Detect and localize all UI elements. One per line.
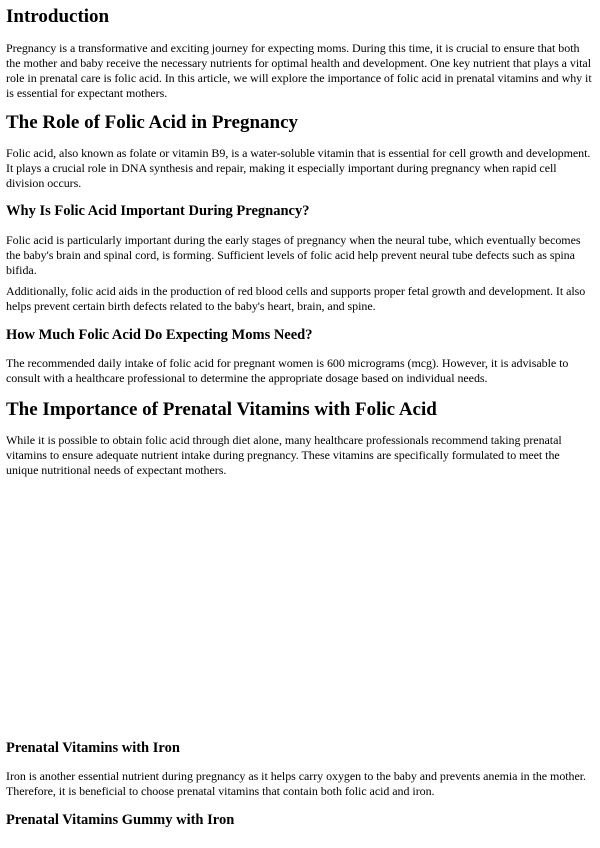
- iron-paragraph: Iron is another essential nutrient during pregnancy as it helps carry oxygen to the baby and prevents anemia in the mother. Therefore, it is beneficial to choose prenatal vitamins that contain both folic acid and iron.: [6, 769, 587, 798]
- how-much-paragraph: The recommended daily intake of folic acid for pregnant women is 600 micrograms (mcg). However, it is advisable to consult with a healthcare professional to determine the appropriate dosage based on individual needs.: [6, 356, 569, 385]
- role-paragraph: Folic acid, also known as folate or vitamin B9, is a water-soluble vitamin that is essential for cell growth and development. It plays a crucial role in DNA synthesis and repair, making it especially important during pregnancy when rapid cell division occurs.: [6, 146, 591, 190]
- role-heading: The Role of Folic Acid in Pregnancy: [6, 112, 299, 133]
- intro-paragraph: Pregnancy is a transformative and exciting journey for expecting moms. During this time, it is crucial to ensure that both the mother and baby receive the necessary nutrients for optimal health and development. One key nutrient that plays a vital role in prenatal care is folic acid. In this article, we will explore the importance of folic acid in prenatal vitamins and why it is essential for expectant mothers.: [6, 41, 592, 100]
- why-paragraph-1: Folic acid is particularly important during the early stages of pregnancy when the neural tube, which eventually becomes the baby's brain and spinal cord, is forming. Sufficient levels of folic acid help prevent neural tube defects such as spina bifida.: [6, 233, 581, 277]
- why-paragraph-2: Additionally, folic acid aids in the production of red blood cells and supports proper fetal growth and development. It also helps prevent certain birth defects related to the baby's heart, brain, and spine.: [6, 284, 586, 313]
- importance-heading: The Importance of Prenatal Vitamins with Folic Acid: [6, 399, 437, 420]
- why-heading: Why Is Folic Acid Important During Pregnancy?: [6, 203, 310, 219]
- importance-paragraph: While it is possible to obtain folic acid through diet alone, many healthcare professionals recommend taking prenatal vitamins to ensure adequate nutrient intake during pregnancy. These vitamins are specifically formulated to meet the unique nutritional needs of expectant mothers.: [6, 433, 562, 477]
- iron-heading: Prenatal Vitamins with Iron: [6, 740, 180, 756]
- gummy-heading: Prenatal Vitamins Gummy with Iron: [6, 812, 235, 828]
- intro-heading: Introduction: [6, 6, 110, 27]
- how-much-heading: How Much Folic Acid Do Expecting Moms Need?: [6, 327, 313, 343]
